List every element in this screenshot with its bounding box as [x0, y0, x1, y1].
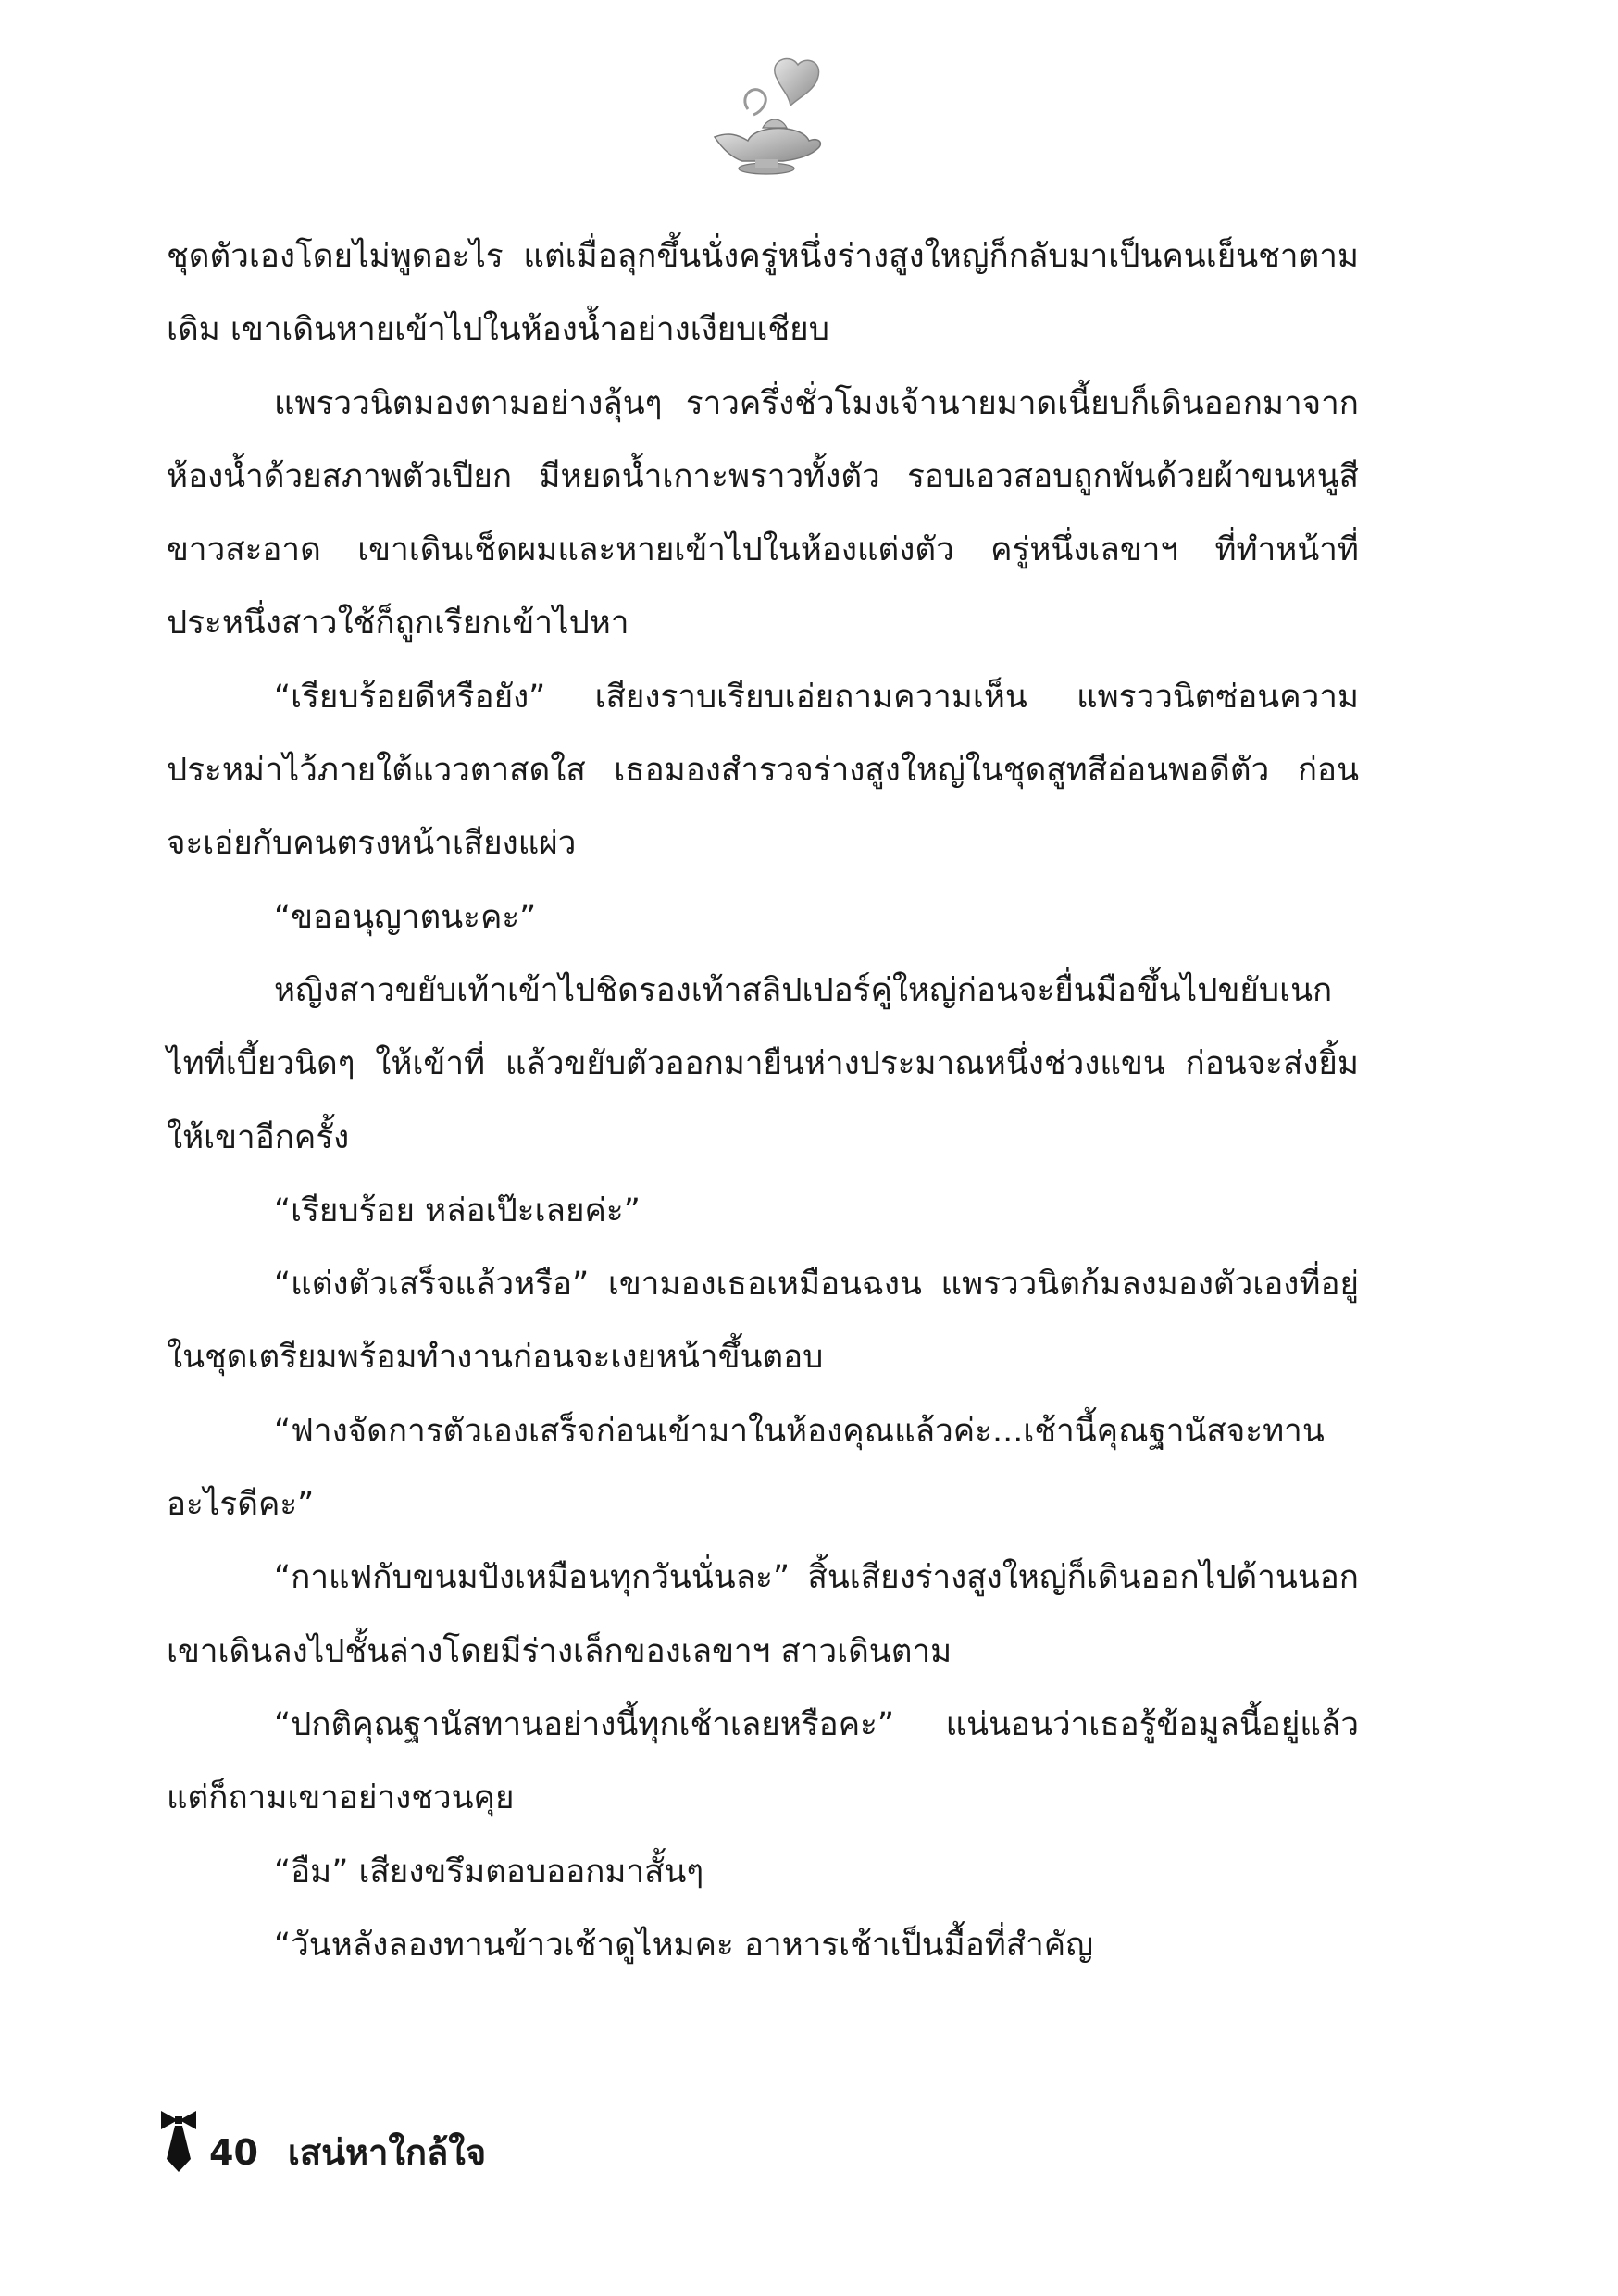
paragraph: “เรียบร้อยดีหรือยัง” เสียงราบเรียบเอ่ยถามความเห็น แพรววนิตซ่อนความประหม่าไว้ภายใต้แววตาสดใส เธอมองสำรวจร่างสูงใหญ่ในชุดสูทสีอ่อนพอดีตัว ก่อนจะเอ่ยกับคนตรงหน้าเสียงแผ่ว	[167, 678, 1359, 863]
paragraph: “เรียบร้อย หล่อเป๊ะเลยค่ะ”	[274, 1192, 641, 1229]
page-number: 40	[209, 2132, 258, 2173]
page-footer	[159, 2109, 486, 2174]
paragraph: “วันหลังลองทานข้าวเช้าดูไหมคะ อาหารเช้าเป็นมื้อที่สำคัญ	[274, 1926, 1094, 1964]
paragraph: แพรววนิตมองตามอย่างลุ้นๆ ราวครึ่งชั่วโมงเจ้านายมาดเนี้ยบก็เดินออกมาจากห้องน้ำด้วยสภาพตัวเปียก มีหยดน้ำเกาะพราวทั้งตัว รอบเอวสอบถูกพันด้วยผ้าขนหนูสีขาวสะอาด เขาเดินเช็ดผมและหายเข้าไปในห้องแต่งตัว ครู่หนึ่งเลขาฯ ที่ทำหน้าที่ประหนึ่งสาวใช้ก็ถูกเรียกเข้าไปหา	[167, 384, 1359, 643]
magic-lamp-icon	[702, 52, 831, 181]
paragraph: ชุดตัวเองโดยไม่พูดอะไร แต่เมื่อลุกขึ้นนั่งครู่หนึ่งร่างสูงใหญ่ก็กลับมาเป็นคนเย็นชาตามเดิม เขาเดินหายเข้าไปในห้องน้ำอย่างเงียบเชียบ	[167, 238, 1359, 349]
body-text	[167, 220, 1359, 1982]
paragraph: “ฟางจัดการตัวเองเสร็จก่อนเข้ามาในห้องคุณแล้วค่ะ...เช้านี้คุณฐานัสจะทานอะไรดีคะ”	[167, 1412, 1325, 1524]
paragraph: “ปกติคุณฐานัสทานอย่างนี้ทุกเช้าเลยหรือคะ” แน่นอนว่าเธอรู้ข้อมูลนี้อยู่แล้ว แต่ก็ถามเขาอย่างชวนคุย	[167, 1705, 1359, 1817]
paragraph: หญิงสาวขยับเท้าเข้าไปชิดรองเท้าสลิปเปอร์คู่ใหญ่ก่อนจะยื่นมือขึ้นไปขยับเนกไทที่เบี้ยวนิดๆ ให้เข้าที่ แล้วขยับตัวออกมายืนห่างประมาณหนึ่งช่วงแขน ก่อนจะส่งยิ้มให้เขาอีกครั้ง	[167, 971, 1359, 1156]
paragraph: “ขออนุญาตนะคะ”	[274, 898, 537, 936]
paragraph: “กาแฟกับขนมปังเหมือนทุกวันนั่นละ” สิ้นเสียงร่างสูงใหญ่ก็เดินออกไปด้านนอก เขาเดินลงไปชั้นล่างโดยมีร่างเล็กของเลขาฯ สาวเดินตาม	[167, 1559, 1359, 1670]
bow-tie-icon	[159, 2109, 198, 2174]
paragraph: “แต่งตัวเสร็จแล้วหรือ” เขามองเธอเหมือนฉงน แพรววนิตก้มลงมองตัวเองที่อยู่ในชุดเตรียมพร้อมทำงานก่อนจะเงยหน้าขึ้นตอบ	[167, 1266, 1359, 1377]
paragraph: “อืม” เสียงขรึมตอบออกมาสั้นๆ	[274, 1853, 704, 1890]
book-title: เสน่หาใกล้ใจ	[287, 2132, 487, 2173]
